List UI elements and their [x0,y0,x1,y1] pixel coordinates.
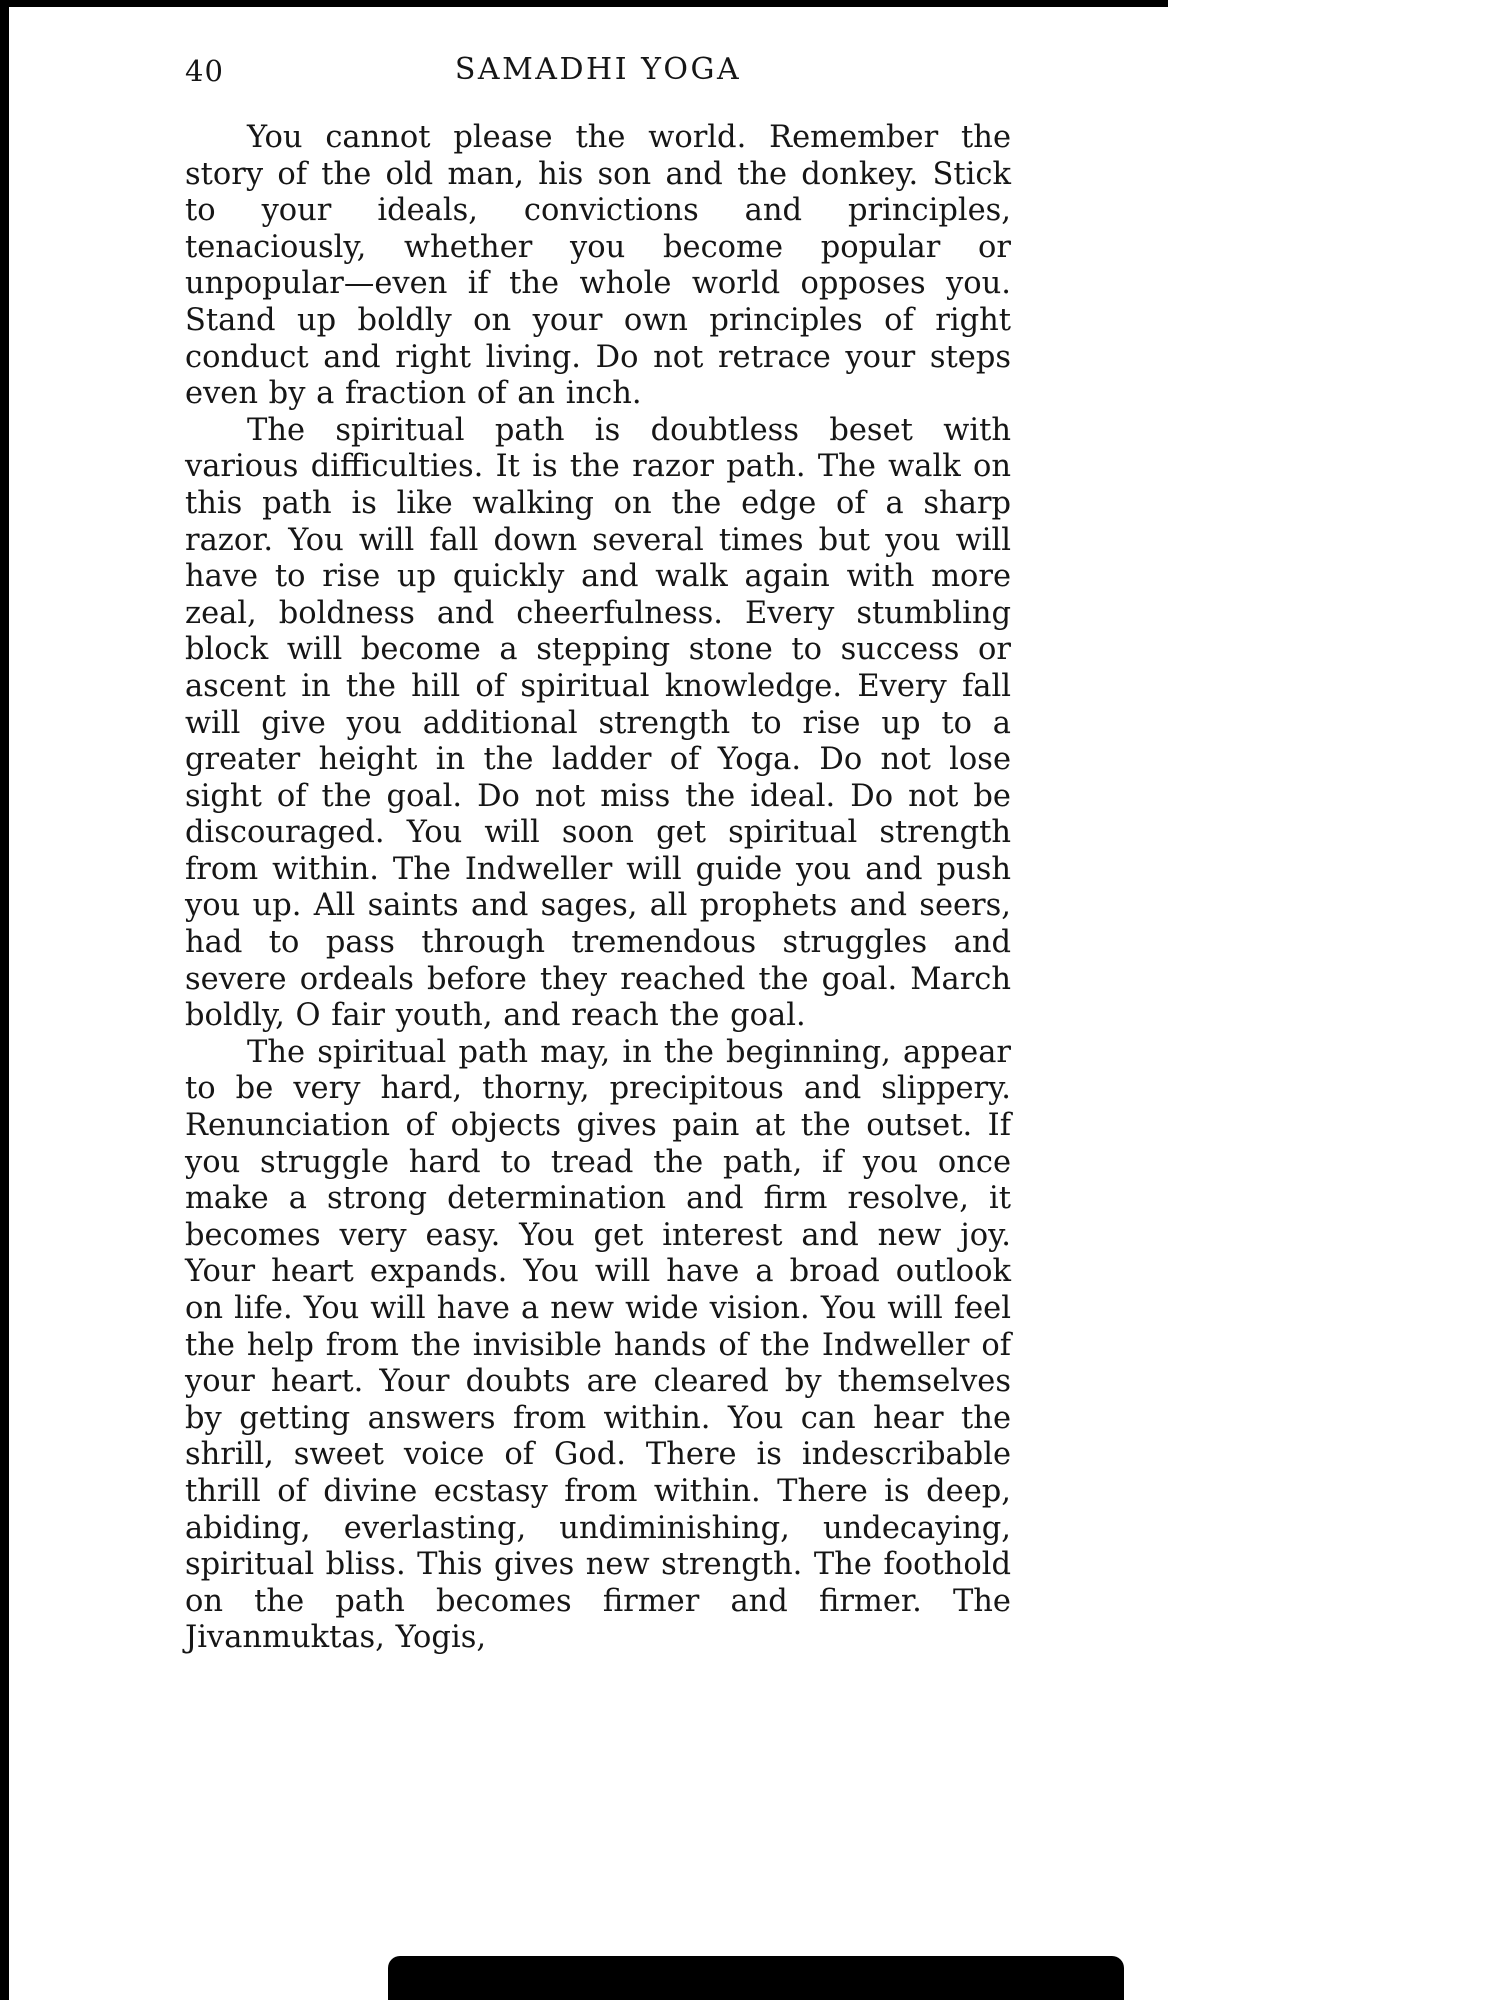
page-header [185,52,1011,92]
running-title: SAMADHI YOGA [454,52,742,87]
paragraph-2: The spiritual path is doubtless beset with various difficulties. It is the razor path. The walk on this path is like walking on the edge of a sharp razor. You will fall down several times but you will have to rise up quickly and walk again with more zeal, boldness and cheerfulness. Every stumbling block will become a stepping stone to success or ascent in the hill of spiritual knowledge. Every fall will give you additional strength to rise up to a greater height in the ladder of Yoga. Do not lose sight of the goal. Do not miss the ideal. Do not be discouraged. You will soon get spiritual strength from within. The Indweller will guide you and push you up. All saints and sages, all prophets and seers, had to pass through tremendous struggles and severe ordeals before they reached the goal. March boldly, O fair youth, and reach the goal. [185,412,1011,1034]
paragraph-3: The spiritual path may, in the beginning, appear to be very hard, thorny, precipitous and slippery. Renunciation of objects gives pain at the outset. If you struggle hard to tread the path, if you once make a strong determination and firm resolve, it becomes very easy. You get interest and new joy. Your heart expands. You will have a broad outlook on life. You will have a new wide vision. You will feel the help from the invisible hands of the Indweller of your heart. Your doubts are cleared by themselves by getting answers from within. You can hear the shrill, sweet voice of God. There is indescribable thrill of divine ecstasy from within. There is deep, abiding, everlasting, undiminishing, undecaying, spiritual bliss. This gives new strength. The foothold on the path becomes firmer and firmer. The Jivanmuktas, Yogis, [185,1034,1011,1656]
scan-edge-left [0,0,9,2000]
scan-artifact-bar [388,1956,1124,2000]
paragraph-1: You cannot please the world. Remember the story of the old man, his son and the donkey. Stick to your ideals, convictions and principles, tenaciously, whether you become popular or unpopular—even if the whole world opposes you. Stand up boldly on your own principles of right conduct and right living. Do not retrace your steps even by a fraction of an inch. [185,120,1011,412]
page-number: 40 [185,54,224,88]
page-content [185,52,1011,1657]
scan-edge-top [0,0,1168,7]
body-text [185,120,1011,1657]
